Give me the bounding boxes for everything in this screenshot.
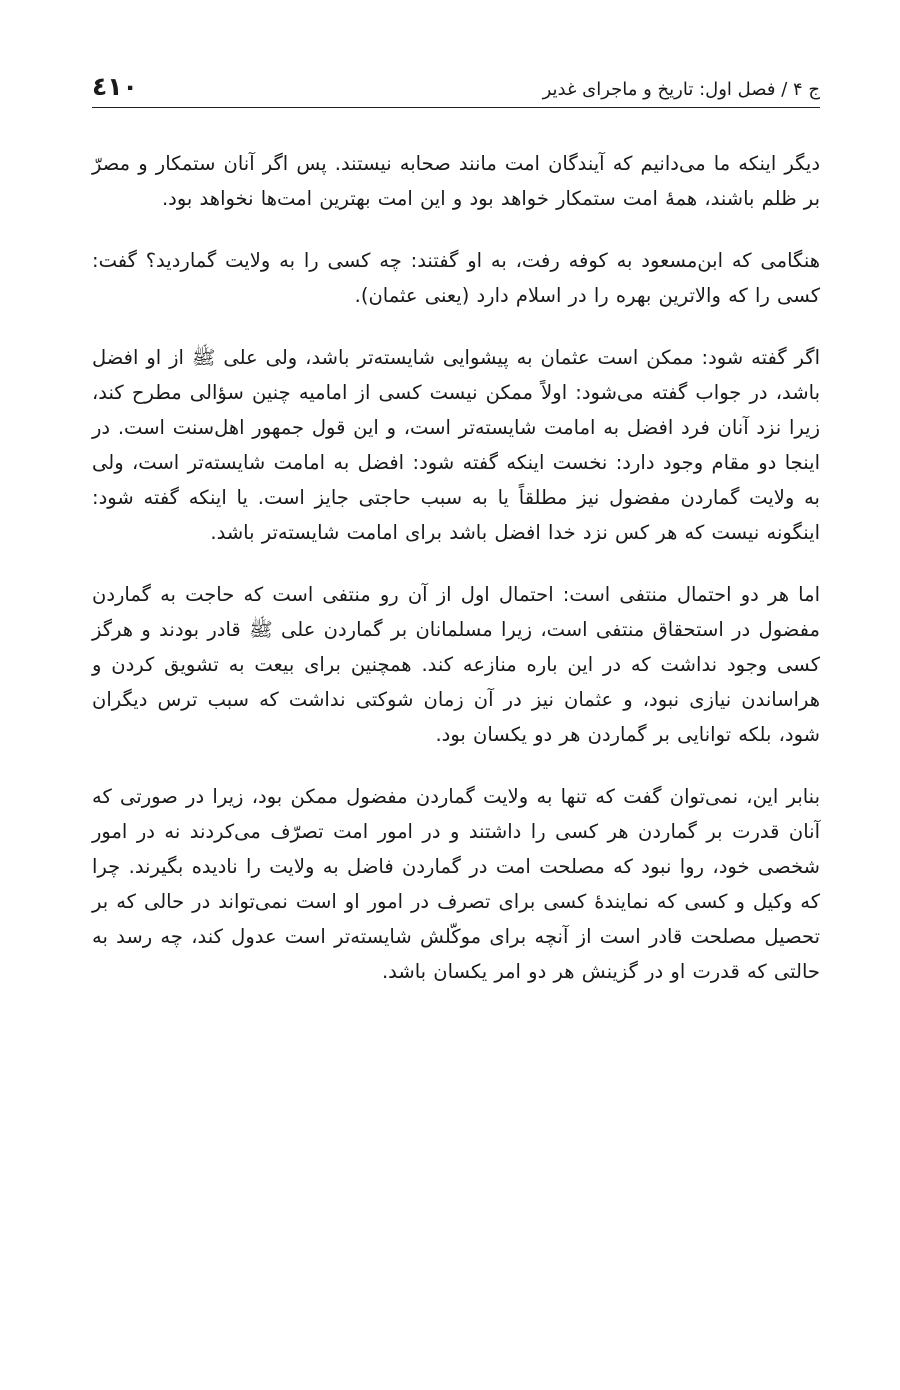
body-text [92,146,820,1016]
page-number: ٤١٠ [92,72,138,101]
paragraph-4: اما هر دو احتمال منتفی است: احتمال اول از آن رو منتفی است که حاجت به گماردن مفضول در استحقاق منتفی است، زیرا مسلمانان بر گماردن علی ﷺ قادر بودند و هرگز کسی وجود نداشت که در این باره منازعه کند. همچنین برای بیعت به تشویق کردن و هراساندن نیازی نبود، و عثمان نیز در آن زمان شوکتی نداشت که سبب ترس دیگران شود، بلکه توانایی بر گماردن هر دو یکسان بود. [92,583,820,746]
header-title: ج ۴ / فصل اول: تاریخ و ماجرای غدیر [542,79,820,100]
paragraph-2: هنگامی که ابن‌مسعود به کوفه رفت، به او گفتند: چه کسی را به ولایت گماردید؟ گفت: کسی را که والاترین بهره را در اسلام دارد (یعنی عثمان). [92,249,820,307]
paragraph-1: دیگر اینکه ما می‌دانیم که آیندگان امت مانند صحابه نیستند. پس اگر آنان ستمکار و مصرّ بر ظلم باشند، همهٔ امت ستمکار خواهد بود و این امت بهترین امت‌ها نخواهد بود. [92,152,820,210]
paragraph-5: بنابر این، نمی‌توان گفت که تنها به ولایت گماردن مفضول ممکن بود، زیرا در صورتی که آنان قدرت بر گماردن هر کسی را داشتند و در امور امت تصرّف می‌کردند نه در امور شخصی خود، روا نبود که مصلحت امت در گماردن فاضل به ولایت را نادیده بگیرند. چرا که وکیل و کسی که نمایندهٔ کسی برای تصرف در امور او است نمی‌تواند در حالی که بر تحصیل مصلحت قادر است از آنچه برای موکّلش شایسته‌تر است عدول کند، چه رسد به حالتی که قدرت او در گزینش هر دو امر یکسان باشد. [92,785,820,983]
running-header [92,58,820,108]
paragraph-3: اگر گفته شود: ممکن است عثمان به پیشوایی شایسته‌تر باشد، ولی علی ﷺ از او افضل باشد، در جواب گفته می‌شود: اولاً ممکن نیست کسی از امامیه چنین سؤالی مطرح کند، زیرا نزد آنان فرد افضل به امامت شایسته‌تر است، و این قول جمهور اهل‌سنت است. در اینجا دو مقام وجود دارد: نخست اینکه گفته شود: افضل به امامت شایسته‌تر است، ولی به ولایت گماردن مفضول نیز مطلقاً یا به سبب حاجتی جایز است. یا اینکه گفته شود: اینگونه نیست که هر کس نزد خدا افضل باشد برای امامت شایسته‌تر باشد. [92,346,820,544]
book-page [92,0,820,1390]
